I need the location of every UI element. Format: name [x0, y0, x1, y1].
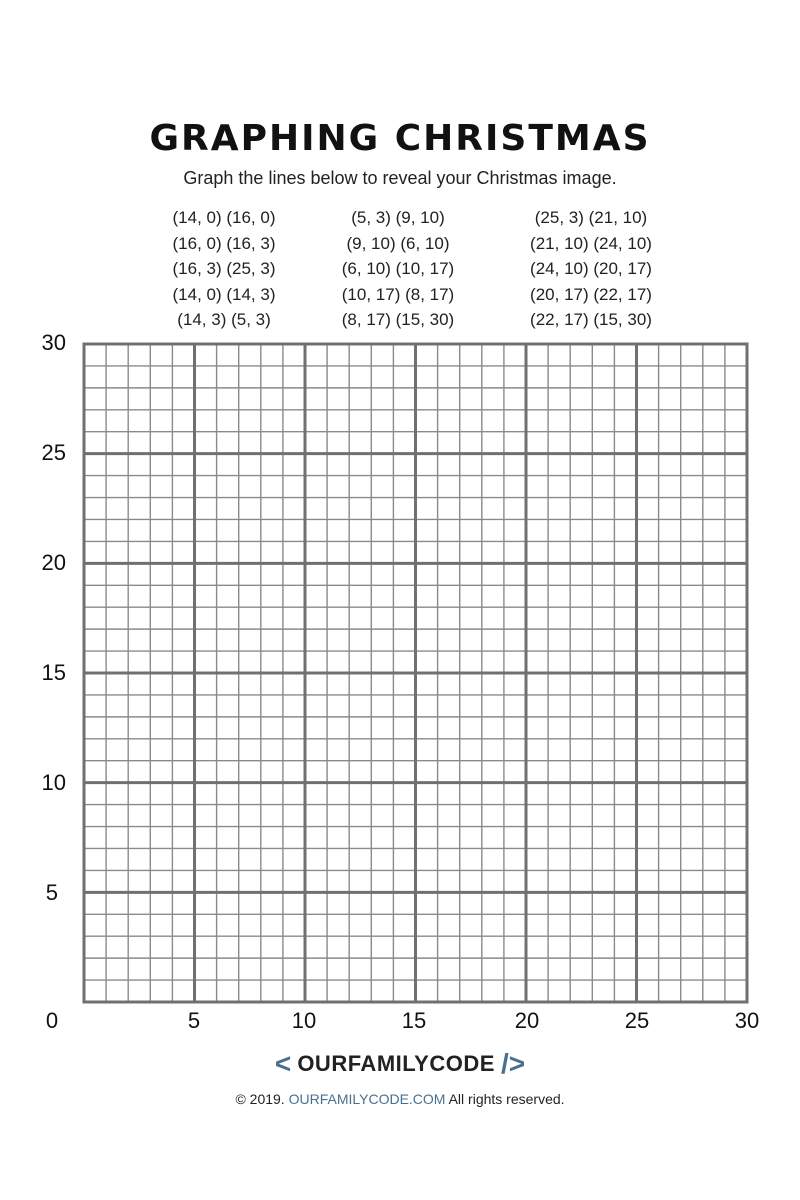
coordinate-pair: (25, 3) (21, 10) [534, 208, 648, 227]
instructions: Graph the lines below to reveal your Christmas image. [183, 168, 617, 188]
site-link[interactable]: OURFAMILYCODE.COM [288, 1091, 446, 1107]
coordinate-pair: (21, 10) (24, 10) [530, 233, 652, 253]
x-tick-label: 5 [187, 1008, 201, 1033]
coordinate-pair: (16, 0) (16, 3) [172, 233, 276, 253]
page-title: GRAPHING CHRISTMAS [149, 118, 651, 159]
coordinate-pair: (20, 17) (22, 17) [530, 284, 652, 304]
copyright-footer [0, 1091, 800, 1107]
y-tick-label: 25 [41, 440, 66, 465]
coordinate-pair: (14, 0) (14, 3) [172, 284, 276, 304]
coordinate-pair: (5, 3) (9, 10) [351, 208, 445, 227]
x-tick-label: 15 [401, 1008, 427, 1033]
rights-text: All rights reserved. [448, 1091, 565, 1107]
x-tick-label: 30 [734, 1008, 760, 1033]
y-tick-label: 5 [45, 880, 58, 905]
coordinate-pair: (6, 10) (10, 17) [341, 259, 455, 278]
coordinate-pair: (14, 0) (16, 0) [172, 208, 276, 227]
coordinate-pair: (9, 10) (6, 10) [346, 233, 450, 253]
brand-logo [0, 1048, 800, 1080]
x-tick-label: 0 [45, 1008, 59, 1033]
open-bracket-icon: < [274, 1048, 292, 1079]
coordinate-pair: (14, 3) (5, 3) [177, 310, 271, 329]
coordinate-pair: (8, 17) (15, 30) [341, 310, 455, 329]
coordinate-pair: (16, 3) (25, 3) [172, 259, 276, 278]
coordinate-pair: (10, 17) (8, 17) [341, 284, 455, 304]
x-tick-label: 10 [291, 1008, 317, 1033]
brand-name: OURFAMILYCODE [297, 1051, 495, 1076]
y-tick-label: 15 [41, 660, 66, 685]
x-tick-label: 25 [624, 1008, 650, 1033]
close-bracket-icon: /> [501, 1048, 526, 1079]
x-tick-label: 20 [514, 1008, 540, 1033]
y-tick-label: 30 [41, 330, 66, 355]
coordinate-pair: (24, 10) (20, 17) [530, 259, 652, 278]
y-tick-label: 10 [41, 770, 66, 795]
y-tick-label: 20 [41, 550, 66, 575]
coordinate-pair: (22, 17) (15, 30) [530, 310, 652, 329]
copyright-text: © 2019. [235, 1091, 285, 1107]
